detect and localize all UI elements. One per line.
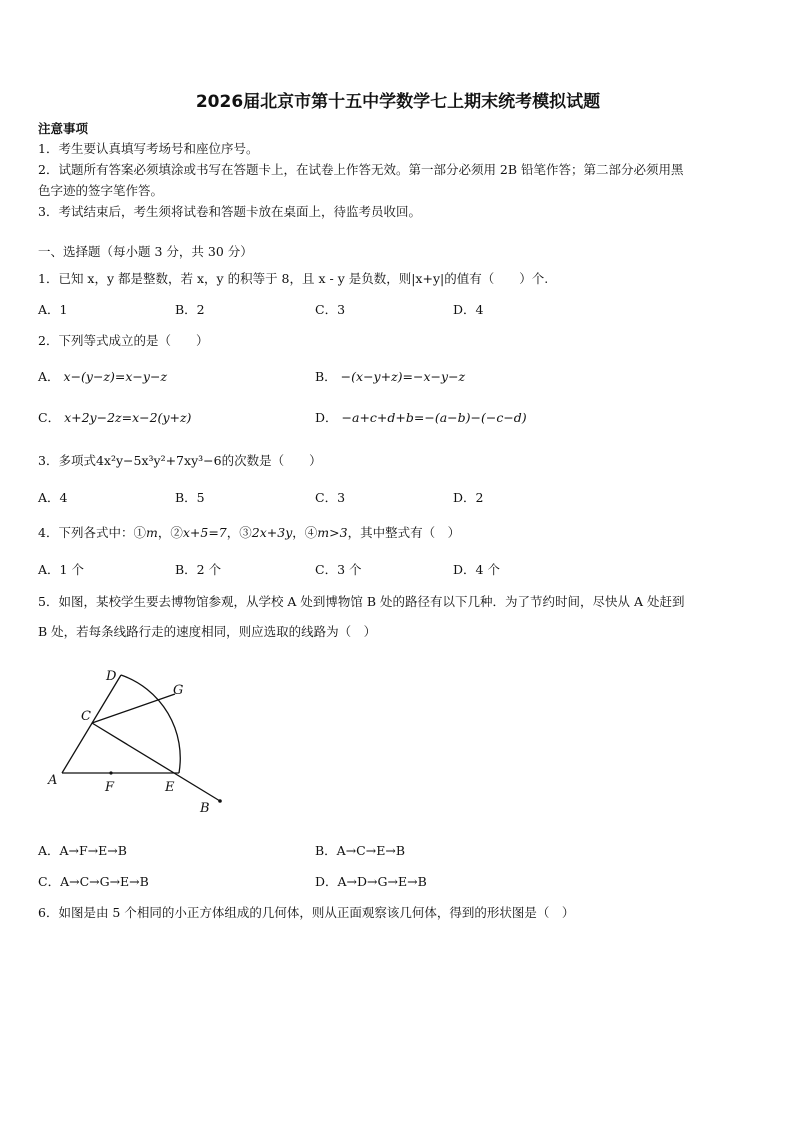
option-label: A． [38, 369, 60, 384]
label-g: G [173, 683, 184, 698]
label-f: F [105, 780, 115, 795]
option-label: D． [315, 410, 338, 425]
question-6-stem: 6．如图是由 5 个相同的小正方体组成的几何体，则从正面观察该几何体，得到的形状图是（ ） [38, 905, 575, 920]
question-4-text: ，其中整式有（ ） [347, 525, 461, 540]
question-3-prefix: 3．多项式 [38, 453, 96, 468]
option-label: C． [38, 410, 61, 425]
question-3-option-d: D．2 [453, 490, 484, 505]
notice-item-1: 1．考生要认真填写考场号和座位序号。 [38, 141, 259, 156]
question-4-option-d: D．4 个 [453, 562, 500, 577]
question-4-expr-2: x+5=7 [182, 525, 227, 540]
option-expression: −a+c+d+b=−(a−b)−(−c−d) [341, 410, 527, 425]
question-5-stem-line-1: 5．如图，某校学生要去博物馆参观，从学校 A 处到博物馆 B 处的路径有以下几种．为了节约时间，尽快从 A 处赶到 [38, 594, 685, 609]
question-3-option-b: B．5 [175, 490, 205, 505]
question-4-text: ，③ [226, 525, 252, 540]
label-b: B [200, 801, 210, 816]
question-1-stem: 1．已知 x，y 都是整数，若 x，y 的积等于 8，且 x - y 是负数，则|x+y|的值有（ ）个. [38, 271, 549, 286]
question-2-option-a [38, 368, 167, 386]
question-1-option-a: A．1 [38, 302, 68, 317]
notice-heading: 注意事项 [38, 121, 89, 136]
question-5-option-a: A．A→F→E→B [38, 843, 127, 858]
question-4-expr-4: m>3 [317, 525, 348, 540]
question-1-option-b: B．2 [175, 302, 205, 317]
question-4-stem [38, 524, 460, 542]
question-2-option-d [315, 409, 527, 427]
notice-item-3: 3．考试结束后，考生须将试卷和答题卡放在桌面上，待监考员收回。 [38, 204, 421, 219]
question-5-figure [38, 660, 238, 820]
question-2-option-b [315, 368, 465, 386]
question-4-text: 4．下列各式中：① [38, 525, 146, 540]
point-b [218, 799, 222, 803]
question-4-option-b: B．2 个 [175, 562, 222, 577]
question-2-option-c [38, 409, 191, 427]
label-e: E [165, 780, 175, 795]
question-4-expr-1: m [145, 525, 158, 540]
question-2-stem: 2．下列等式成立的是（ ） [38, 333, 209, 348]
question-4-text: ，④ [292, 525, 318, 540]
notice-item-2: 2．试题所有答案必须填涂或书写在答题卡上，在试卷上作答无效。第一部分必须用 2B 铅笔作答；第二部分必须用黑 [38, 162, 684, 177]
section-heading: 一、选择题（每小题 3 分，共 30 分） [38, 244, 253, 259]
question-1-option-c: C．3 [315, 302, 346, 317]
question-1-option-d: D．4 [453, 302, 484, 317]
question-3-stem [38, 452, 322, 470]
label-a: A [48, 773, 58, 788]
option-expression: −(x−y+z)=−x−y−z [340, 369, 466, 384]
question-4-expr-3: 2x+3y [251, 525, 293, 540]
question-3-option-c: C．3 [315, 490, 346, 505]
question-4-text: ，② [157, 525, 183, 540]
label-d: D [106, 669, 117, 684]
option-label: B． [315, 369, 337, 384]
notice-item-2-cont: 色字迹的签字笔作答。 [38, 183, 164, 198]
segment-ad [62, 675, 121, 773]
point-f [109, 771, 112, 774]
option-expression: x+2y−2z=x−2(y+z) [64, 410, 192, 425]
question-3-suffix: 的次数是（ ） [221, 453, 322, 468]
segment-cg [92, 694, 175, 723]
option-expression: x−(y−z)=x−y−z [63, 369, 168, 384]
question-5-option-d: D．A→D→G→E→B [315, 874, 427, 889]
question-5-option-c: C．A→C→G→E→B [38, 874, 149, 889]
label-c: C [81, 709, 91, 724]
question-5-option-b: B．A→C→E→B [315, 843, 406, 858]
question-5-stem-line-2: B 处，若每条线路行走的速度相同，则应选取的线路为（ ） [38, 624, 377, 639]
question-3-polynomial: 4x²y−5x³y²+7xy³−6 [95, 453, 222, 468]
exam-title: 2026届北京市第十五中学数学七上期末统考模拟试题 [195, 92, 601, 112]
question-3-option-a: A．4 [38, 490, 68, 505]
question-4-option-c: C．3 个 [315, 562, 362, 577]
question-4-option-a: A．1 个 [38, 562, 84, 577]
